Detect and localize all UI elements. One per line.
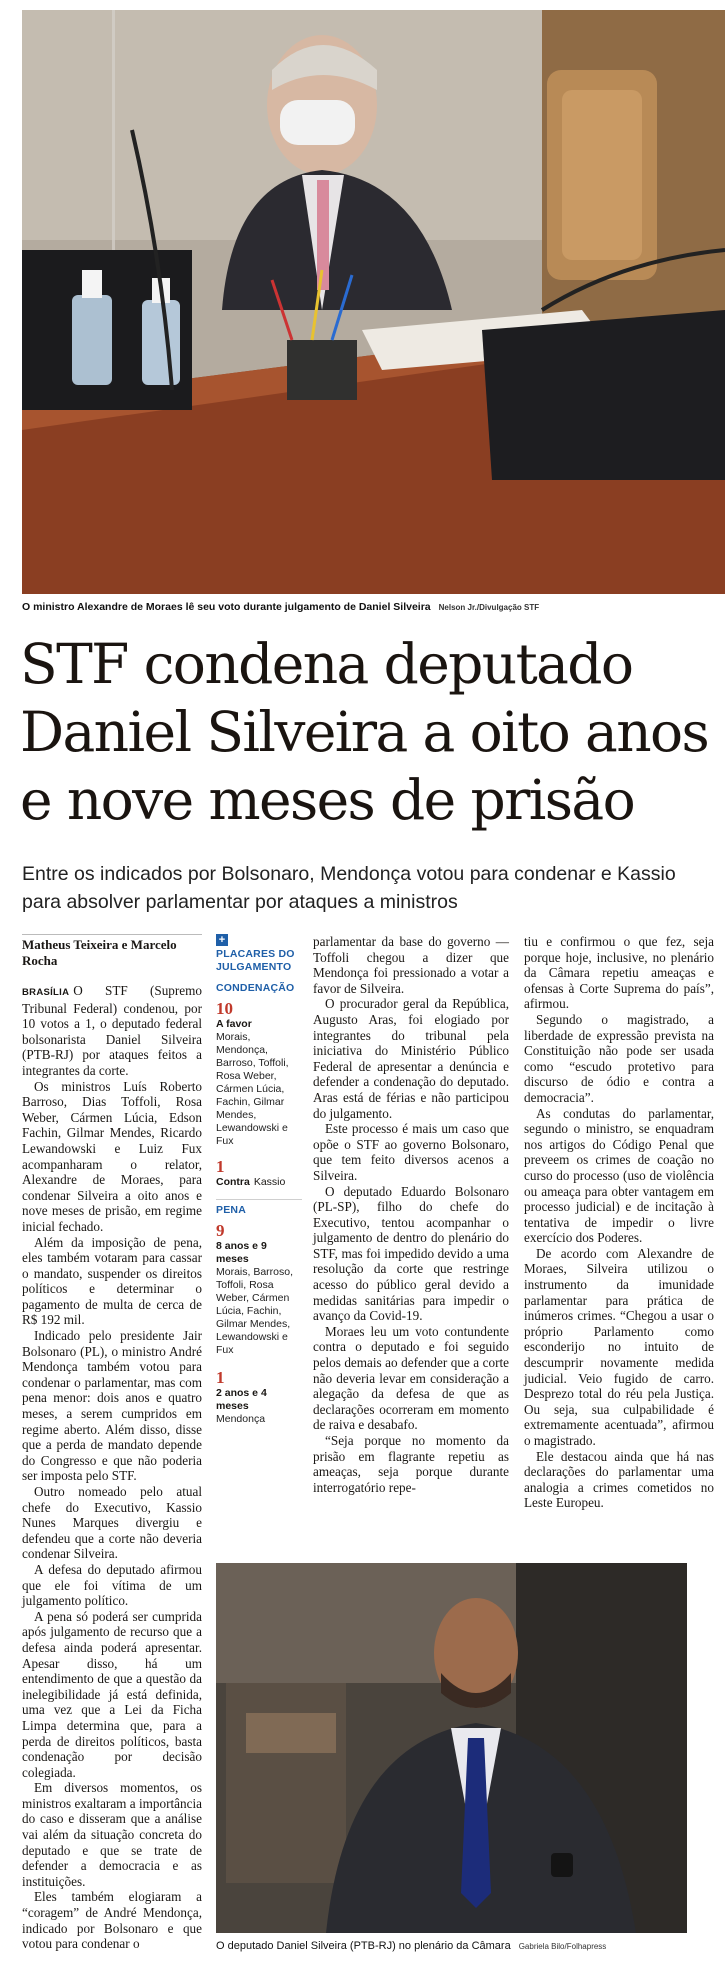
favor-label: A favor (216, 1018, 252, 1030)
plus-icon: + (216, 934, 228, 946)
bottom-photo-caption (216, 1940, 606, 1952)
condenacao-heading: CONDENAÇÃO (216, 982, 295, 994)
paragraph: Em diversos momentos, os ministros exaltaram a importância do caso e disseram que a análise vai além da situação concreta do deputado e que se trate de defender a democracia e as instituições. (22, 1780, 202, 1889)
paragraph: O procurador geral da República, Augusto Aras, foi elogiado por integrantes do tribunal pela iniciativa do Ministério Público Federal de apresentar a denúncia e defender a condenação do deputado. Aras está de férias e não participou do julgamento. (313, 996, 509, 1121)
paragraph: O deputado Eduardo Bolsonaro (PL-SP), filho do chefe do Executivo, tentou acompanhar o julgamento de dentro do plenário do STF, mas foi impedido devido a uma resolução da corte que restringe acesso do público geral devido a medidas sanitárias para impedir o avanço da Covid-19. (313, 1183, 509, 1324)
minister-photo-illustration (22, 10, 725, 594)
contra-names: Kassio (253, 1176, 286, 1188)
bottom-photo-credit: Gabriela Bilo/Folhapress (518, 1942, 607, 1951)
pena2-label: 2 anos e 4 meses (216, 1387, 267, 1412)
paragraph: A defesa do deputado afirmou que ele foi vítima de um julgamento político. (22, 1561, 202, 1609)
contra-label: Contra (216, 1176, 250, 1188)
pena1-names: Morais, Barroso, Toffoli, Rosa Weber, Cármen Lúcia, Fachin, Gilmar Mendes, Lewandowski e Fux (216, 1266, 294, 1356)
paragraph: Indicado pelo presidente Jair Bolsonaro (PL), o ministro André Mendonça também votou para condenar o parlamentar, mas com pena menor: dois anos e quatro meses, a serem cumpridos em regime aberto. Além disso, disse que a perda de mandato depende do Congresso e que não poderia ser imposta pelo STF. (22, 1328, 202, 1484)
pena-heading: PENA (216, 1199, 302, 1216)
deputy-photo-illustration (216, 1563, 687, 1933)
pena2-names: Mendonça (216, 1413, 266, 1425)
paragraph (22, 983, 202, 1079)
contra-count: 1 (216, 1157, 225, 1176)
paragraph: Ele destacou ainda que há nas declarações do parlamentar uma analogia a crimes cometidos no Leste Europeu. (524, 1448, 714, 1511)
dek: Entre os indicados por Bolsonaro, Mendonça votou para condenar e Kassio para absolver parlamentar por ataques a ministros (22, 863, 676, 913)
paragraph: Os ministros Luís Roberto Barroso, Dias Toffoli, Rosa Weber, Cármen Lúcia, Edson Fachin, Gilmar Mendes, Ricardo Lewandowski e Luiz Fux acompanharam o relator, Alexandre de Moraes, para condenar Silveira a oito anos e nove meses de prisão, em regime inicial fechado. (22, 1078, 202, 1234)
top-photo-caption-text: O ministro Alexandre de Moraes lê seu voto durante julgamento de Daniel Silveira (22, 601, 431, 613)
headline: STF condena deputado Daniel Silveira a oito anos e nove meses de prisão (20, 632, 709, 832)
paragraph: As condutas do parlamentar, segundo o ministro, se enquadram nos artigos do Código Penal que preveem os crimes de coação no curso do processo (uso de violência ou ameaça para obter vantagem em processo judicial) e de incitação à tentativa de impedir o livre exercício dos Poderes. (524, 1105, 714, 1246)
top-photo-caption (22, 601, 539, 613)
paragraph: Outro nomeado pelo atual chefe do Executivo, Kassio Nunes Marques divergiu e defendeu que a corte não deveria condenar Silveira. (22, 1484, 202, 1562)
pena2-count: 1 (216, 1368, 225, 1387)
paragraph: Moraes leu um voto contundente contra o deputado e foi seguido pelos demais ao defender que a corte não deveria levar em consideração a alegação da defesa de que as declarações ocorreram em momento de raiva e desabafo. (313, 1323, 509, 1433)
scoreboard-title: PLACARES DO JULGAMENTO (216, 948, 295, 973)
scoreboard-box (216, 934, 302, 1426)
paragraph: Este processo é mais um caso que opõe o STF ao governo Bolsonaro, que tem feito diversos acenos a Silveira. (313, 1121, 509, 1183)
paragraph: Segundo o magistrado, a liberdade de expressão prevista na Constituição não pode ser usada como “escudo protetivo para discurso de ódio e contra a democracia”. (524, 1011, 714, 1105)
paragraph: A pena só poderá ser cumprida após julgamento de recurso que a defesa ainda poderá apresentar. Apesar disso, há um entendimento de que a questão da inelegibilidade já está definida, uma vez que a Lei da Ficha Limpa determina que, para a perda de direitos políticos, basta condenação por decisão colegiada. (22, 1608, 202, 1780)
paragraph: Eles também elogiaram a “coragem” de André Mendonça, indicado por Bolsonaro e que votou para condenar o (22, 1889, 202, 1952)
paragraph: parlamentar da base do governo —Toffoli chegou a dizer que Mendonça foi pressionado a votar a favor de Silveira. (313, 934, 509, 996)
top-photo-credit: Nelson Jr./Divulgação STF (438, 603, 540, 612)
contra-row (216, 1176, 302, 1189)
top-photo (22, 10, 725, 594)
pena1-label: 8 anos e 9 meses (216, 1240, 267, 1265)
favor-count: 10 (216, 999, 233, 1018)
paragraph: De acordo com Alexandre de Moraes, Silveira utilizou o instrumento da imunidade parlamentar para prática de inúmeros crimes. “Chegou a usar o próprio Parlamento como esconderijo no intuito de descumprir novamente medida judicial. Veio fugido de carro. Desprezo total do réu pela Justiça. Ou seja, sua culpabilidade é extremamente acentuada”, afirmou o magistrado. (524, 1245, 714, 1448)
article-column-3 (313, 934, 509, 1495)
paragraph-text: O STF (Supremo Tribunal Federal) condenou, por 10 votos a 1, o deputado federal bolsonarista Daniel Silveira (PTB-RJ) por ataques feitos a integrantes da corte. (22, 983, 202, 1078)
byline: Matheus Teixeira e Marcelo Rocha (22, 934, 202, 969)
favor-names: Morais, Mendonça, Barroso, Toffoli, Rosa Weber, Cármen Lúcia, Fachin, Gilmar Mendes, Lewandowski e Fux (216, 1031, 289, 1147)
paragraph: tiu e confirmou o que fez, seja porque hoje, inclusive, no plenário da Câmara repetiu ameaças e ofensas à Corte Suprema do país”, afirmou. (524, 934, 714, 1012)
paragraph: Além da imposição de pena, eles também votaram para cassar o mandato, suspender os direitos políticos e determinar o pagamento de multa de cerca de R$ 192 mil. (22, 1234, 202, 1328)
article-column-4 (524, 934, 714, 1511)
bottom-photo-caption-text: O deputado Daniel Silveira (PTB-RJ) no plenário da Câmara (216, 1940, 511, 1952)
pena1-count: 9 (216, 1221, 225, 1240)
dateline: BRASÍLIA (22, 987, 70, 998)
article-column-1 (22, 934, 202, 1952)
paragraph: “Seja porque no momento da prisão em flagrante repetiu as ameaças, seja porque durante interrogatório repe- (313, 1433, 509, 1495)
bottom-photo (216, 1563, 687, 1933)
